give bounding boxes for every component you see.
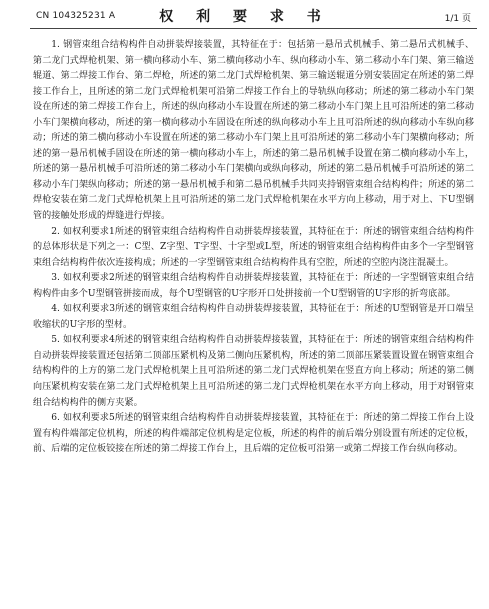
- page-title: 权 利 要 求 书: [159, 9, 330, 25]
- page-header: [0, 0, 489, 30]
- header-divider: [30, 28, 477, 29]
- claim-1: 1. 钢管束组合结构构件自动拼装焊接装置，其特征在于：包括第一悬吊式机械手、第二悬吊式机械手、第二龙门式焊枪机架、第一横向移动小车、第二横向移动小车、纵向移动小车、第二移动小车门架、第三输送辊道、第二焊接工作台、第二焊枪，所述的第二龙门式焊枪机架、第三输送辊道分别安装固定在所述的第二焊接工作台上，且所述的第二龙门式焊枪机架可沿第二焊接工作台上的导轨纵向移动；所述的第二移动小车门架设在所述的第二焊接工作台上，所述的纵向移动小车设置在所述的第二移动小车门架上且可沿所述的第二移动小车门架横向移动，所述的第一横向移动小车固设在所述的纵向移动小车上且可沿所述的纵向移动小车纵向移动；所述的第二横向移动小车设置在所述的第二移动小车门架上且可沿所述的第二移动小车门架横向移动；所述的第一悬吊机械手固设在所述的第一横向移动小车上，所述的第二悬吊机械手设置在第二横向移动小车上，所述的第一悬吊机械手可沿所述的第二移动小车门架横向或纵向移动，所述的第二悬吊机械手可沿所述的第二移动小车门架纵向移动；所述的第一悬吊机械手和第二悬吊机械手共同夹持钢管束组合结构构件；所述的第二焊枪安装在第二龙门式焊枪机架上且可沿所述的第二龙门式焊枪机架在水平方向上移动，用于对上、下U型钢管的接触处形成的焊缝进行焊接。: [33, 40, 474, 222]
- publication-number: CN 104325231 A: [36, 11, 116, 21]
- claims-body: [33, 38, 474, 458]
- claim-6: 6. 如权利要求5所述的钢管束组合结构构件自动拼装焊接装置，其特征在于：所述的第二焊接工作台上设置有构件端部定位机构，所述的构件端部定位机构是定位板，所述的构件的前后端分别设置有所述的定位板，前、后端的定位板铰接在所述的第二焊接工作台上，且后端的定位板可沿第一或第二焊接工作台纵向移动。: [33, 413, 474, 455]
- claim-3: 3. 如权利要求2所述的钢管束组合结构构件自动拼装焊接装置，其特征在于：所述的一字型钢管束组合结构构件由多个U型钢管拼接而成，每个U型钢管的U字形开口处拼接前一个U型钢管的U字形的折弯底部。: [33, 273, 474, 299]
- claim-2: 2. 如权利要求1所述的钢管束组合结构构件自动拼装焊接装置，其特征在于：所述的钢管束组合结构构件的总体形状是下列之一：C型、Z字型、T字型、十字型或L型，所述的钢管束组合结构构件由多个一字型钢管束组合结构构件依次连接构成；所述的一字型钢管束组合结构构件具有空腔，所述的空腔内浇注混凝土。: [33, 226, 474, 268]
- page-number: 1/1 页: [444, 14, 471, 24]
- claim-5: 5. 如权利要求4所述的钢管束组合结构构件自动拼装焊接装置，其特征在于：所述的钢管束组合结构构件自动拼装焊接装置还包括第二顶部压紧机构及第二侧向压紧机构，所述的第二顶部压紧装置设置在钢管束组合结构构件的上方的第二龙门式焊枪机架上且可沿所述的第二龙门式焊枪机架在竖直方向上移动；所述的第二侧向压紧机构安装在第二龙门式焊枪机架上且可沿所述的第二龙门式焊枪机架在水平方向上移动，用于对钢管束组合结构构件的侧方夹紧。: [33, 335, 474, 408]
- claim-4: 4. 如权利要求3所述的钢管束组合结构构件自动拼装焊接装置，其特征在于：所述的U型钢管是开口端呈收缩状的U字形的型材。: [33, 304, 474, 330]
